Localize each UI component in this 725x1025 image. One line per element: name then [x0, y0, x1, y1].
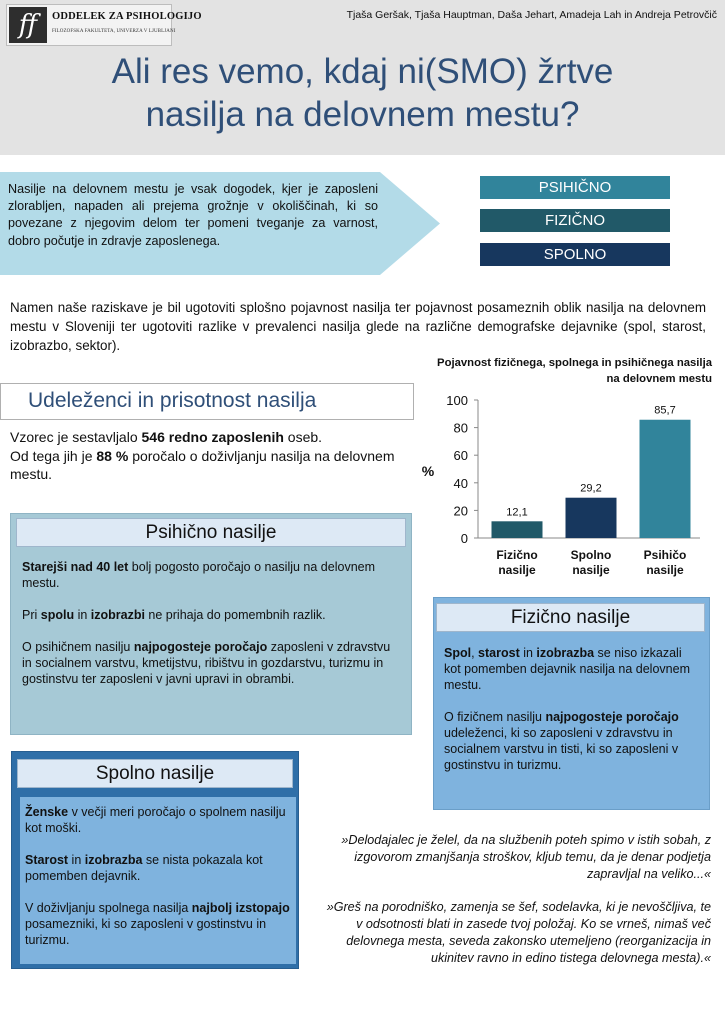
phys-bold: izobrazba: [536, 646, 595, 660]
sex-text: V doživljanju spolnega nasilja: [25, 901, 192, 915]
phys-text: ,: [471, 646, 479, 660]
title-line-1: Ali res vemo, kdaj ni(SMO) žrtve: [111, 52, 614, 91]
psych-text: Pri: [22, 608, 41, 622]
bar-value-label: 12,1: [506, 506, 528, 519]
sex-text: v večji meri poročajo o spolnem nasilju kot moški.: [25, 805, 286, 835]
violence-percentage: 88 %: [96, 447, 129, 464]
participants-text: [10, 428, 402, 484]
sex-bold: Ženske: [25, 805, 69, 819]
phys-text: in: [519, 646, 537, 660]
authors: Tjaša Geršak, Tjaša Hauptman, Daša Jehart, Amadeja Lah in Andreja Petrovčič: [346, 9, 717, 21]
psych-bold: najpogosteje poročajo: [133, 640, 268, 654]
psych-text: O psihičnem nasilju: [22, 640, 134, 654]
psychological-violence-text: [22, 559, 402, 687]
quote-1: »Delodajalec je želel, da na službenih poteh spimo v istih sobah, z izgovorom zmanjšanja stroškov, kljub temu, da je denar podjetja zapravljal na veliko...«: [341, 833, 711, 881]
psych-text: bolj pogosto poročajo o nasilju na delovnem mestu.: [22, 560, 376, 590]
participants-text-part: poročalo o doživljanju nasilja na delovnem mestu.: [10, 447, 395, 482]
psych-bold: izobrazbi: [90, 608, 145, 622]
psych-bold: spolu: [40, 608, 75, 622]
physical-violence-text: [444, 645, 700, 773]
bar: [640, 420, 691, 538]
logo-mark: ff: [9, 7, 47, 43]
violence-definition: Nasilje na delovnem mestu je vsak dogodek, kjer je zaposleni zlorabljen, napaden ali prejema grožnje v okoliščinah, ki so povezane z njegovim delom ter pomeni tveganje za varnost, dobro počutje in zdravje zaposlenega.: [8, 182, 378, 248]
y-tick-label: 20: [453, 503, 468, 519]
bar: [492, 521, 543, 538]
department-logo: [6, 4, 202, 46]
psych-paragraph: [22, 559, 402, 591]
phys-paragraph: [444, 709, 700, 773]
sex-text: posamezniki, ki so zaposleni v gostinstvu in turizmu.: [25, 917, 267, 947]
participants-text-part: Vzorec je sestavljalo: [10, 429, 142, 445]
poster-title: [0, 50, 725, 136]
sexual-violence-text: [25, 804, 291, 948]
y-axis-label: %: [421, 463, 435, 479]
phys-bold: Spol: [444, 646, 472, 660]
physical-violence-heading: Fizično nasilje: [436, 603, 705, 632]
type-psychological: PSIHIČNO: [480, 176, 670, 199]
participants-title: Udeleženci in prisotnost nasilja: [28, 389, 317, 412]
bar-value-label: 85,7: [654, 404, 676, 417]
y-tick-label: 60: [453, 448, 468, 464]
bar: [566, 498, 617, 538]
psych-paragraph: [22, 639, 402, 687]
phys-text: udeleženci, ki so zaposleni v zdravstvu in socialnem varstvu in tisti, ki so zaposleni v gostinstvu in turizmu.: [444, 726, 679, 772]
sexual-violence-heading: Spolno nasilje: [17, 759, 293, 788]
chart-title: Pojavnost fizičnega, spolnega in psihičnega nasilja na delovnem mestu: [437, 357, 712, 385]
y-tick-label: 80: [453, 420, 468, 436]
psych-bold: Starejši nad 40 let: [22, 560, 129, 574]
x-tick-label: Spolno: [570, 548, 612, 562]
x-tick-label: nasilje: [572, 563, 610, 577]
sex-text: in: [68, 853, 85, 867]
quote-2: »Greš na porodniško, zamenja se šef, sodelavka, ki je nevoščljiva, te v odsotnosti blati in zasede tvoj položaj. Ko se vrneš, nimaš več delovnega mesta, seveda zakonsko utemeljeno (reorganizacija in ukinitev ravno in edino tistega delovnega mesta).«: [326, 900, 711, 965]
psychological-violence-heading: Psihično nasilje: [16, 518, 406, 547]
sex-text: se nista pokazala kot pomemben dejavnik.: [25, 853, 263, 883]
sex-bold: najbolj izstopajo: [191, 901, 290, 915]
psych-text: zaposleni v zdravstvu in socialnem varstvu, kmetijstvu, ribištvu in gozdarstvu, turizmu in gostinstvu ter zaposleni v javni upravi in obrambi.: [22, 640, 391, 686]
phys-bold: najpogosteje poročajo: [545, 710, 679, 724]
psych-paragraph: [22, 607, 402, 623]
y-tick-label: 100: [446, 393, 468, 408]
bar-value-label: 29,2: [580, 482, 602, 495]
y-tick-label: 40: [453, 475, 468, 491]
x-tick-label: nasilje: [646, 563, 684, 577]
y-tick-label: 0: [460, 531, 468, 546]
x-tick-label: nasilje: [498, 563, 536, 577]
phys-text: O fizičnem nasilju: [444, 710, 546, 724]
logo-subtitle: FILOZOFSKA FAKULTETA, UNIVERZA V LJUBLJANI: [52, 29, 176, 34]
x-tick-label: Psihičo: [643, 548, 687, 562]
phys-text: se niso izkazali kot pomemben dejavnik nasilja na delovnem mestu.: [444, 646, 690, 692]
x-tick-label: Fizično: [496, 548, 538, 562]
psych-text: in: [74, 608, 91, 622]
study-purpose: Namen naše raziskave je bil ugotoviti splošno pojavnost nasilja ter pojavnost posameznih oblik nasilja na delovnem mestu v Sloveniji ter ugotoviti razlike v prevalenci nasilja glede na različne demografske dejavnike (spol, starost, izobrazbo, sektor).: [10, 300, 706, 353]
sex-bold: Starost: [25, 853, 69, 867]
type-sexual: SPOLNO: [480, 243, 670, 266]
type-physical: FIZIČNO: [480, 209, 670, 232]
prevalence-bar-chart: [400, 390, 720, 590]
sample-size: 546 redno zaposlenih: [141, 429, 284, 445]
sex-paragraph: [25, 852, 291, 884]
logo-title: ODDELEK ZA PSIHOLOGIJO: [52, 11, 202, 22]
phys-paragraph: [444, 645, 700, 693]
participants-text-part: oseb.: [283, 429, 323, 445]
psych-text: ne prihaja do pomembnih razlik.: [144, 608, 326, 622]
sex-bold: izobrazba: [84, 853, 143, 867]
title-line-2: nasilja na delovnem mestu?: [145, 95, 580, 134]
sex-paragraph: [25, 900, 291, 948]
sex-paragraph: [25, 804, 291, 836]
participants-text-part: Od tega jih je: [10, 447, 97, 464]
phys-bold: starost: [478, 646, 520, 660]
